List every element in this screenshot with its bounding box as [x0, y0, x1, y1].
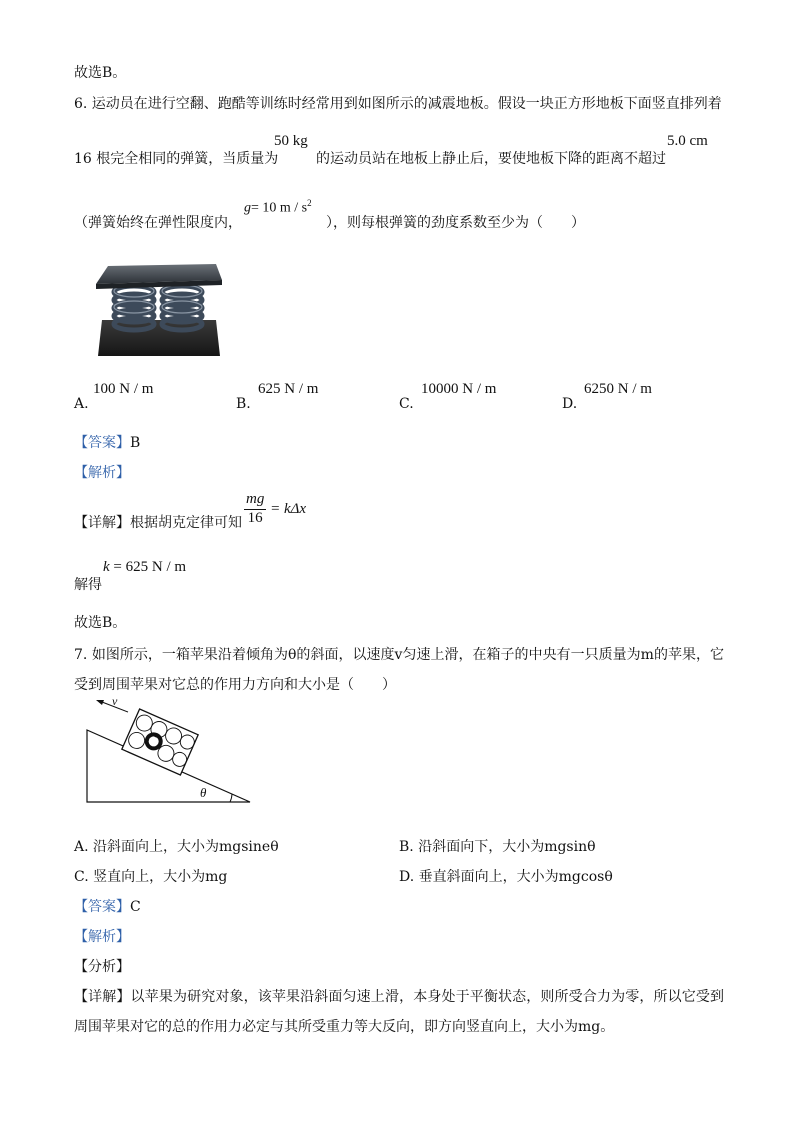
q5-conclusion: 故选B。 [74, 65, 127, 81]
q6-option-b-label: B. [236, 396, 251, 412]
detail-tag: 【详解】 [74, 515, 130, 531]
q6-distance: 5.0 cm [667, 133, 708, 149]
q6-option-a-label: A. [74, 396, 89, 412]
q7-stem: 7. 如图所示，一箱苹果沿着倾角为θ的斜面，以速度v匀速上滑，在箱子的中央有一只质量为m的苹果，它受到周围苹果对它总的作用力方向和大小是（ ） [74, 647, 724, 693]
q7-option-a: A. 沿斜面向上，大小为mgsineθ [74, 839, 279, 855]
detail-tag: 【详解】 [74, 989, 131, 1005]
q6-stem-line1: 6. 运动员在进行空翻、跑酷等训练时经常用到如图所示的减震地板。假设一块正方形地板下面竖直排列着 [74, 96, 722, 112]
velocity-label: v [112, 694, 118, 708]
q6-analysis-tag: 【解析】 [74, 465, 130, 481]
q7-fenxi-tag: 【分析】 [74, 959, 130, 975]
q7-answer-line [74, 896, 141, 916]
q6-detail-line: 【详解】根据胡克定律可知 [74, 515, 242, 531]
q7-answer: C [130, 899, 141, 915]
q6-option-a-value: 100 N / m [93, 381, 154, 397]
q6-stem-line3b: ），则每根弹簧的劲度系数至少为（ ） [326, 215, 585, 231]
q6-option-d-value: 6250 N / m [584, 381, 652, 397]
shock-absorbing-floor-image [94, 258, 224, 360]
q7-detail: 【详解】以苹果为研究对象，该苹果沿斜面匀速上滑，本身处于平衡状态，则所受合力为零，所以它受到周围苹果对它的总的作用力必定与其所受重力等大反向，即方向竖直向上，大小为mg。 [74, 989, 725, 1035]
q6-option-c-label: C. [399, 396, 414, 412]
q6-solve-result: k = 625 N / m [103, 559, 187, 575]
q6-hooke-equation: $\frac{mg}{16}$ = kΔx [246, 491, 307, 526]
answer-tag: 【答案】 [74, 435, 130, 451]
q7-option-b: B. 沿斜面向下，大小为mgsinθ [399, 839, 596, 855]
q6-stem-line2a: 16 根完全相同的弹簧，当质量为 [74, 151, 279, 167]
q6-solve-label: 解得 [74, 577, 102, 593]
q6-gravity: g= 10 m / $s^2$ [244, 198, 312, 216]
answer-tag: 【答案】 [74, 899, 130, 915]
q6-stem-line3a: （弹簧始终在弹性限度内， [74, 215, 242, 231]
q6-answer-line [74, 432, 140, 452]
q6-option-b-value: 625 N / m [258, 381, 319, 397]
q6-option-d-label: D. [562, 396, 578, 412]
q7-option-c: C. 竖直向上，大小为mg [74, 869, 228, 885]
q6-stem-line2b: 的运动员站在地板上静止后，要使地板下降的距离不超过 [316, 151, 666, 167]
q6-option-c-value: 10000 N / m [421, 381, 497, 397]
angle-theta-label: θ [200, 785, 207, 800]
q6-mass: 50 kg [274, 133, 308, 149]
q6-conclusion: 故选B。 [74, 615, 127, 631]
q7-option-d: D. 垂直斜面向上，大小为mgcosθ [399, 869, 613, 885]
q7-analysis-tag: 【解析】 [74, 929, 130, 945]
incline-diagram [84, 694, 260, 808]
q6-answer: B [130, 435, 141, 451]
